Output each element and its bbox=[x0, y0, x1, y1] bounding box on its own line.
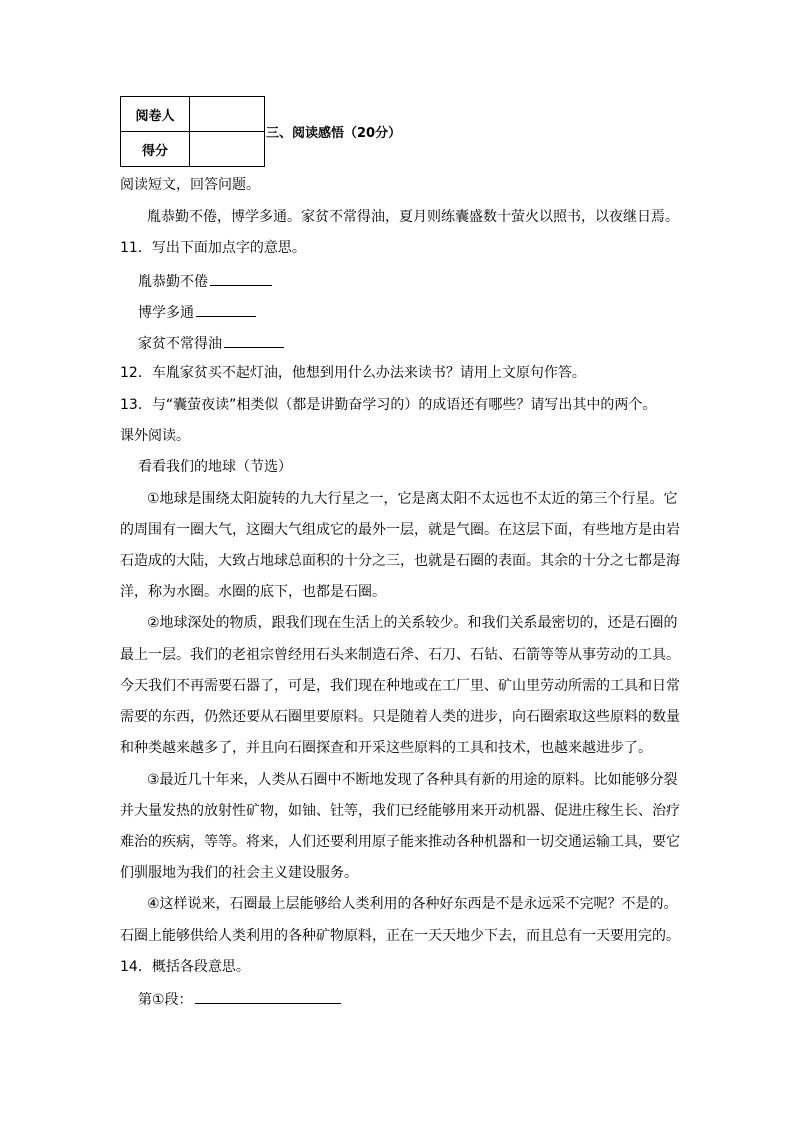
article-line: ①地球是围绕太阳旋转的九大行星之一，它是离太阳不太远也不太近的第三个行星。它 bbox=[147, 491, 678, 507]
article-line: 石圈上能够供给人类利用的各种矿物原料，正在一天天地少下去，而且总有一天要用完的。 bbox=[120, 928, 680, 944]
reviewer-field[interactable] bbox=[190, 97, 265, 132]
article-line: ②地球深处的物质，跟我们现在生活上的关系较少。和我们关系最密切的，还是石圈的 bbox=[147, 615, 678, 631]
score-label: 得分 bbox=[121, 132, 190, 167]
article-line: 难治的疾病，等等。将来，人们还要利用原子能来推动各种机器和一切交通运输工具，要它 bbox=[120, 834, 680, 850]
q11-answer-2[interactable] bbox=[196, 302, 256, 317]
score-field[interactable] bbox=[190, 132, 265, 167]
score-box bbox=[120, 96, 265, 167]
q11-item-3 bbox=[138, 333, 284, 353]
q11-answer-1[interactable] bbox=[210, 271, 272, 286]
question-13: 13．与“囊萤夜读”相类似（都是讲勤奋学习的）的成语还有哪些？请写出其中的两个。 bbox=[120, 397, 657, 413]
article-line: 们驯服地为我们的社会主义建设服务。 bbox=[120, 865, 358, 881]
q11-item-3-text: 家贫不常得油 bbox=[138, 336, 222, 352]
q11-item-1-text: 胤恭勤不倦 bbox=[138, 274, 208, 290]
q11-item-2-text: 博学多通 bbox=[138, 305, 194, 321]
article-line: 石造成的大陆，大致占地球总面积的十分之三，也就是石圈的表面。其余的十分之七都是海 bbox=[120, 553, 680, 569]
q14-item-1 bbox=[138, 989, 341, 1009]
q11-answer-3[interactable] bbox=[224, 333, 284, 348]
q14-item-1-text: 第①段： bbox=[138, 992, 193, 1008]
q11-item-1 bbox=[138, 271, 272, 291]
article-line: 的周围有一圈大气，这圈大气组成它的最外一层，就是气圈。在这层下面，有些地方是由岩 bbox=[120, 522, 680, 538]
article-line: ④这样说来，石圈最上层能够给人类利用的各种好东西是不是永远采不完呢？不是的。 bbox=[147, 896, 678, 912]
article-line: 今天我们不再需要石器了，可是，我们现在种地或在工厂里、矿山里劳动所需的工具和日常 bbox=[120, 678, 680, 694]
article-line: 洋，称为水圈。水圈的底下，也都是石圈。 bbox=[120, 584, 386, 600]
section-title: 三、阅读感悟（20分） bbox=[266, 126, 402, 141]
reviewer-label: 阅卷人 bbox=[121, 97, 190, 132]
q11-item-2 bbox=[138, 302, 256, 322]
question-12: 12．车胤家贫买不起灯油，他想到用什么办法来读书？请用上文原句作答。 bbox=[120, 365, 586, 381]
article-line: ③最近几十年来，人类从石圈中不断地发现了各种具有新的用途的原料。比如能够分裂 bbox=[147, 772, 678, 788]
question-11: 11．写出下面加点字的意思。 bbox=[120, 240, 306, 256]
extracurricular-intro: 课外阅读。 bbox=[120, 428, 190, 444]
article-title: 看看我们的地球（节选） bbox=[138, 459, 292, 475]
question-14: 14．概括各段意思。 bbox=[120, 959, 250, 975]
article-line: 和种类越来越多了，并且向石圈探查和开采这些原料的工具和技术，也越来越进步了。 bbox=[120, 740, 652, 756]
article-line: 最上一层。我们的老祖宗曾经用石头来制造石斧、石刀、石钻、石箭等等从事劳动的工具。 bbox=[120, 647, 680, 663]
article-line: 需要的东西，仍然还要从石圈里要原料。只是随着人类的进步，向石圈索取这些原料的数量 bbox=[120, 709, 680, 725]
classical-passage: 胤恭勤不倦，博学多通。家贫不常得油，夏月则练囊盛数十萤火以照书，以夜继日焉。 bbox=[147, 209, 679, 225]
reading-instruction: 阅读短文，回答问题。 bbox=[120, 177, 260, 193]
article-line: 并大量发热的放射性矿物，如铀、钍等，我们已经能够用来开动机器、促进庄稼生长、治疗 bbox=[120, 803, 680, 819]
q14-answer-1[interactable] bbox=[195, 989, 341, 1004]
